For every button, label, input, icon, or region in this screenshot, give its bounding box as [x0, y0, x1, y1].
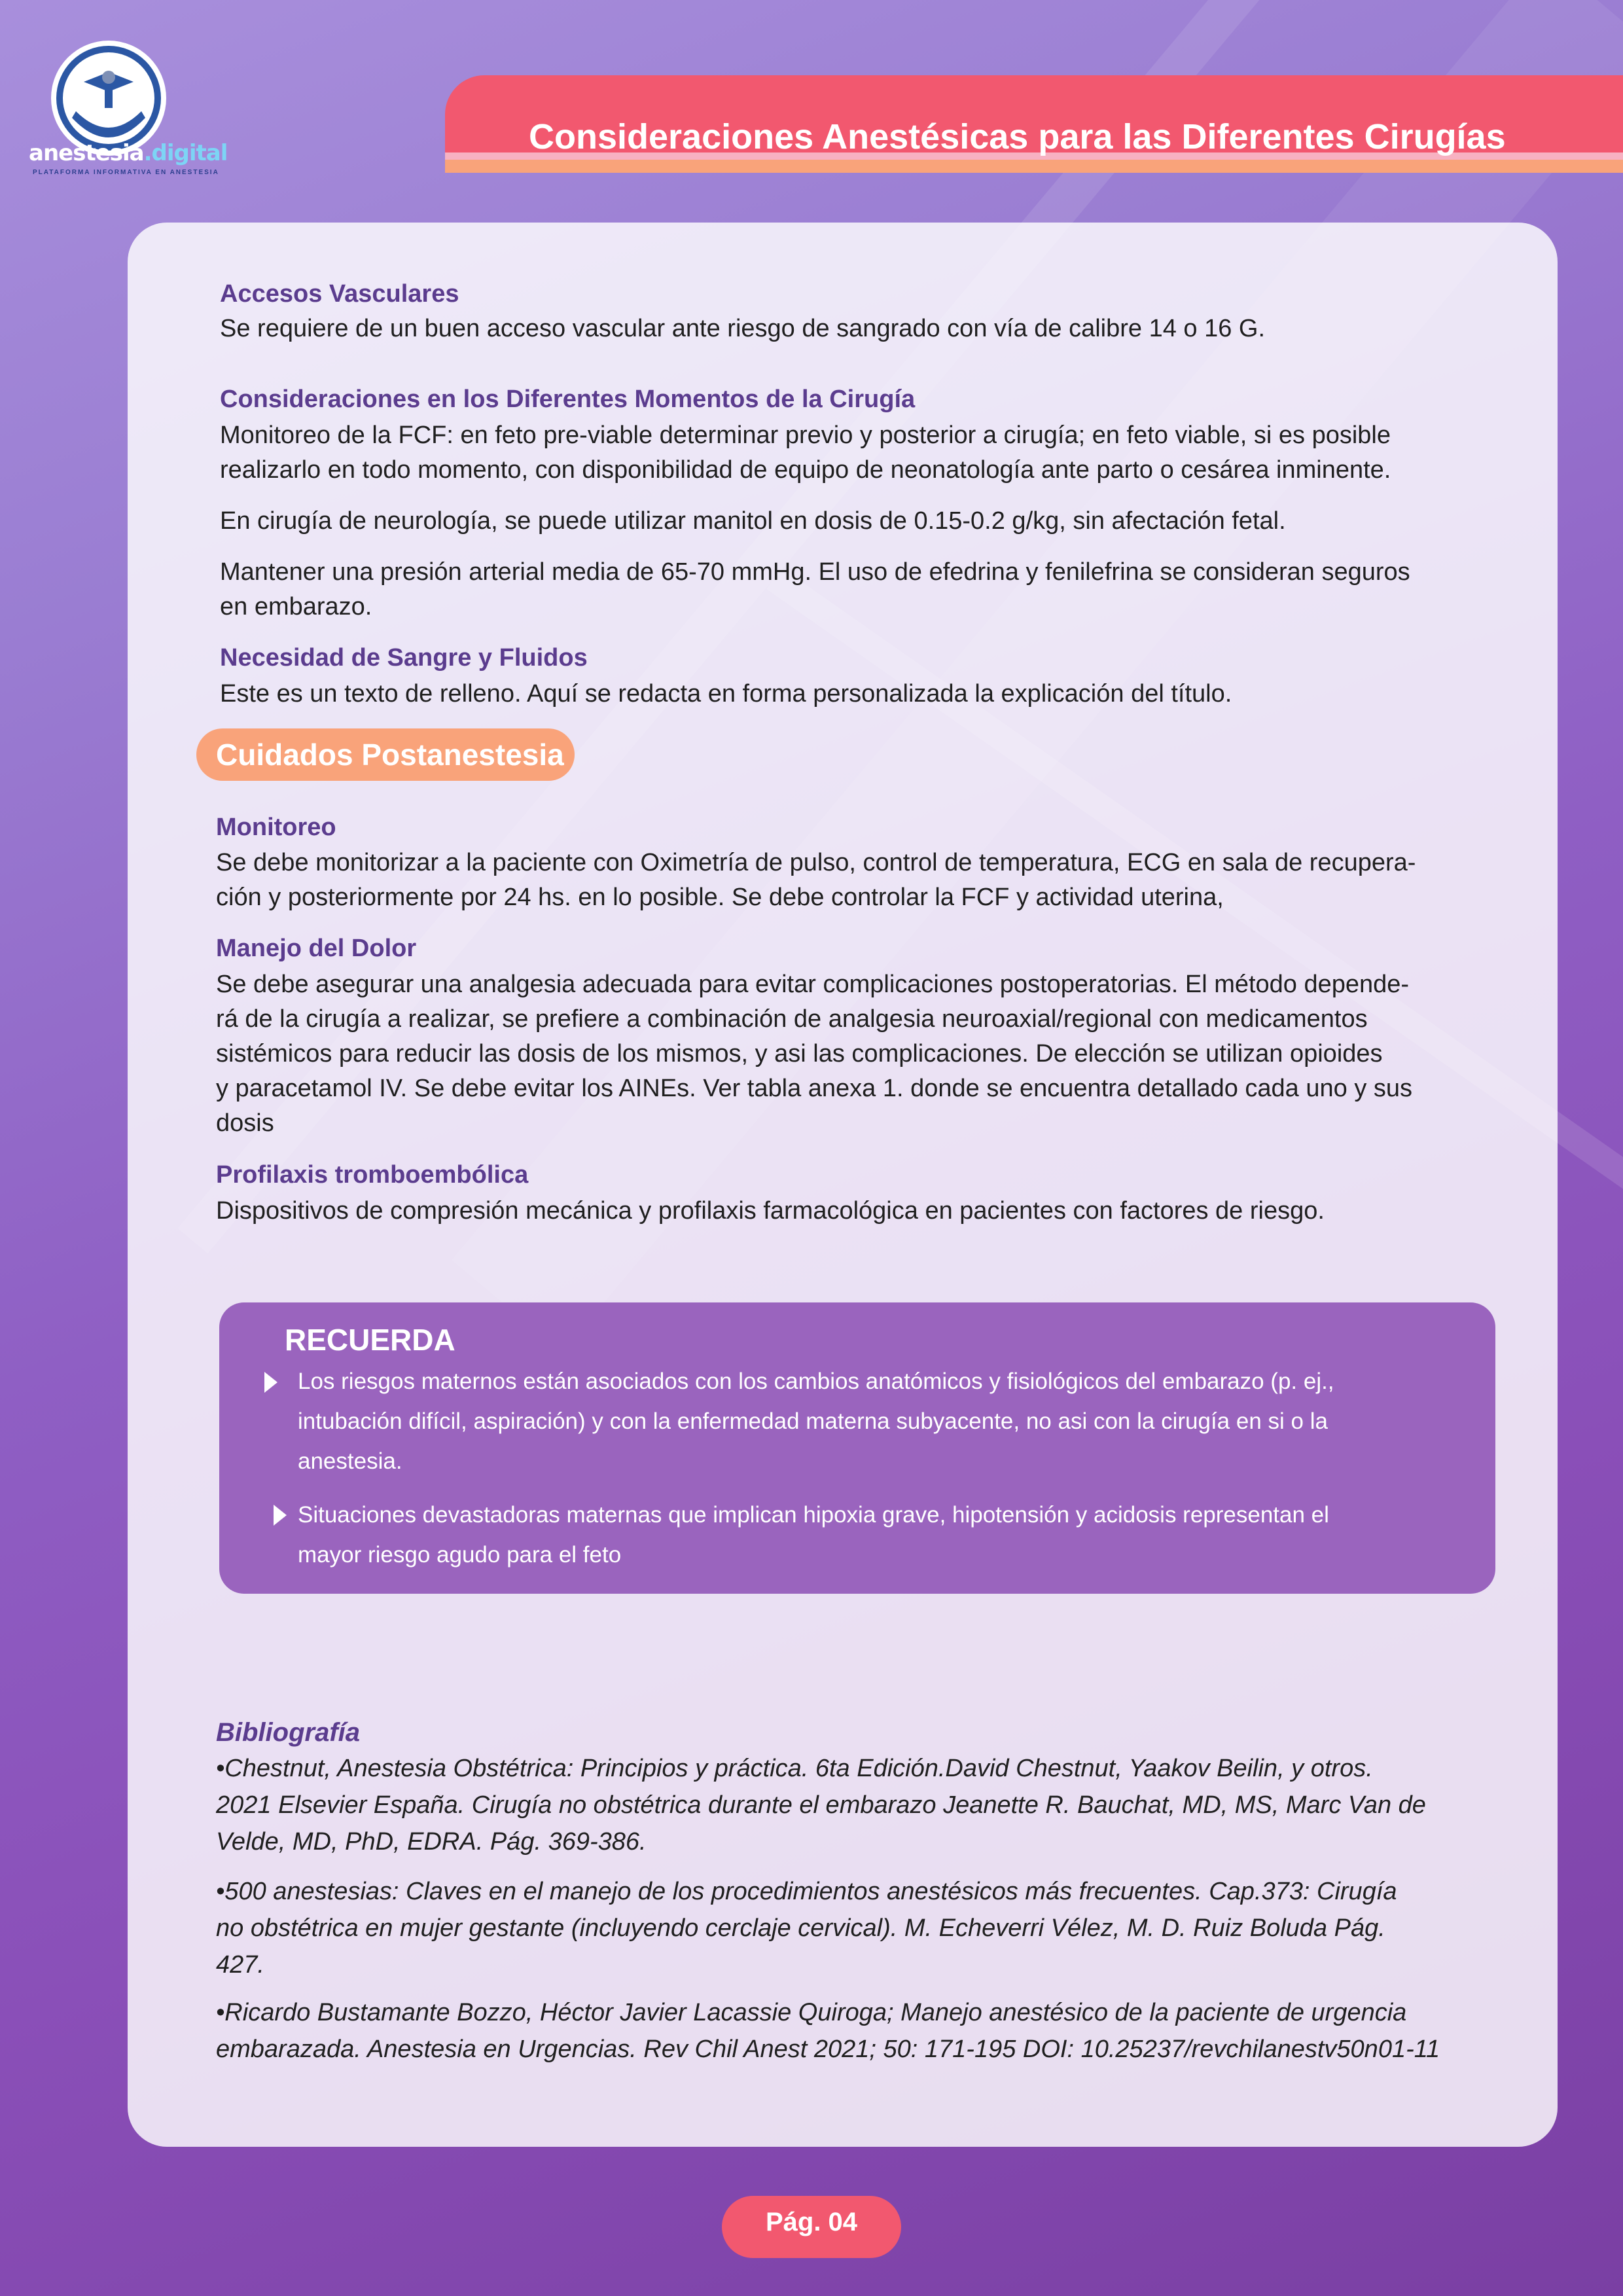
text-line: Se debe asegurar una analgesia adecuada para evitar complicaciones postoperatorias. El método depende- — [216, 971, 1410, 998]
text-line: •500 anestesias: Claves en el manejo de los procedimientos anestésicos más frecuentes. Cap.373: Cirugía — [216, 1878, 1397, 1905]
text-line: intubación difícil, aspiración) y con la enfermedad materna subyacente, no asi con la cirugía en si o la — [298, 1408, 1328, 1434]
text-line: en embarazo. — [220, 593, 372, 620]
paragraph-monitoreo-fcf — [220, 418, 1529, 488]
paragraph-manejo-dolor — [216, 967, 1525, 1141]
bullet-triangle-icon — [274, 1505, 287, 1526]
text-line: ción y posteriormente por 24 hs. en lo posible. Se debe controlar la FCF y actividad uterina, — [216, 884, 1224, 911]
brand-tagline: PLATAFORMA INFORMATIVA EN ANESTESIA — [33, 169, 219, 176]
reference-1 — [216, 1750, 1525, 1860]
text-line: embarazada. Anestesia en Urgencias. Rev Chil Anest 2021; 50: 171-195 DOI: 10.25237/revchilanestv50n01-11 — [216, 2036, 1440, 2063]
heading-accesos-vasculares: Accesos Vasculares — [220, 280, 459, 308]
paragraph-monitoreo — [216, 846, 1525, 915]
text-line: dosis — [216, 1109, 274, 1137]
section-label-postanestesia: Cuidados Postanestesia — [196, 728, 575, 781]
paragraph-profilaxis — [216, 1194, 1525, 1229]
brand-name-dot: . — [143, 140, 152, 166]
heading-monitoreo: Monitoreo — [216, 814, 336, 841]
text-line: y paracetamol IV. Se debe evitar los AINEs. Ver tabla anexa 1. donde se encuentra detallado cada uno y sus — [216, 1075, 1413, 1102]
recuerda-title: RECUERDA — [285, 1323, 455, 1357]
brand-name — [29, 140, 227, 166]
paragraph-sangre-fluidos — [220, 677, 1529, 711]
text-line: realizarlo en todo momento, con disponibilidad de equipo de neonatología ante parto o cesárea inminente. — [220, 456, 1391, 484]
text-line: Monitoreo de la FCF: en feto pre-viable determinar previo y posterior a cirugía; en feto viable, si es posible — [220, 422, 1391, 449]
text-line: Se debe monitorizar a la paciente con Oximetría de pulso, control de temperatura, ECG en sala de recupera- — [216, 849, 1416, 876]
recuerda-item-1 — [298, 1361, 1476, 1481]
text-line: mayor riesgo agudo para el feto — [298, 1542, 622, 1568]
text-line: Velde, MD, PhD, EDRA. Pág. 369-386. — [216, 1828, 647, 1856]
recuerda-item-2 — [298, 1495, 1476, 1575]
paragraph-accesos-vasculares — [220, 312, 1529, 346]
reference-3 — [216, 1994, 1525, 2068]
text-line: 427. — [216, 1951, 264, 1979]
text-line: Mantener una presión arterial media de 65-70 mmHg. El uso de efedrina y fenilefrina se consideran seguros — [220, 558, 1410, 586]
paragraph-neurologia — [220, 504, 1529, 539]
bullet-triangle-icon — [264, 1372, 277, 1393]
text-line: Este es un texto de relleno. Aquí se redacta en forma personalizada la explicación del título. — [220, 680, 1232, 708]
text-line: En cirugía de neurología, se puede utilizar manitol en dosis de 0.15-0.2 g/kg, sin afectación fetal. — [220, 507, 1286, 535]
brand-name-part2: digital — [151, 140, 228, 166]
text-line: no obstétrica en mujer gestante (incluyendo cerclaje cervical). M. Echeverri Vélez, M. D. Ruiz Boluda Pág. — [216, 1914, 1385, 1942]
text-line: Se requiere de un buen acceso vascular ante riesgo de sangrado con vía de calibre 14 o 16 G. — [220, 315, 1266, 342]
heading-profilaxis: Profilaxis tromboembólica — [216, 1161, 529, 1189]
paragraph-presion-arterial — [220, 555, 1529, 624]
text-line: Situaciones devastadoras maternas que implican hipoxia grave, hipotensión y acidosis representan el — [298, 1502, 1329, 1528]
page-title: Consideraciones Anestésicas para las Diferentes Cirugías — [529, 117, 1506, 156]
text-line: sistémicos para reducir las dosis de los mismos, y asi las complicaciones. De elección se utilizan opioides — [216, 1040, 1383, 1067]
text-line: •Chestnut, Anestesia Obstétrica: Principios y práctica. 6ta Edición.David Chestnut, Yaakov Beilin, y otros. — [216, 1755, 1373, 1782]
heading-momentos-cirugia: Consideraciones en los Diferentes Momentos de la Cirugía — [220, 386, 916, 413]
text-line: Dispositivos de compresión mecánica y profilaxis farmacológica en pacientes con factores de riesgo. — [216, 1197, 1325, 1225]
text-line: Los riesgos maternos están asociados con los cambios anatómicos y fisiológicos del embarazo (p. ej., — [298, 1369, 1334, 1394]
heading-bibliografia: Bibliografía — [216, 1718, 361, 1747]
heading-manejo-dolor: Manejo del Dolor — [216, 935, 417, 962]
text-line: rá de la cirugía a realizar, se prefiere a combinación de analgesia neuroaxial/regional con medicamentos — [216, 1005, 1368, 1033]
text-line: anestesia. — [298, 1448, 402, 1474]
page-number: Pág. 04 — [722, 2196, 901, 2258]
text-line: 2021 Elsevier España. Cirugía no obstétrica durante el embarazo Jeanette R. Bauchat, MD, MS, Marc Van de — [216, 1791, 1426, 1819]
heading-sangre-fluidos: Necesidad de Sangre y Fluidos — [220, 644, 588, 672]
brand-name-part1: anestesia — [29, 140, 144, 166]
header-stripe-orange — [445, 160, 1623, 173]
text-line: •Ricardo Bustamante Bozzo, Héctor Javier Lacassie Quiroga; Manejo anestésico de la paciente de urgencia — [216, 1999, 1407, 2026]
reference-2 — [216, 1873, 1525, 1983]
